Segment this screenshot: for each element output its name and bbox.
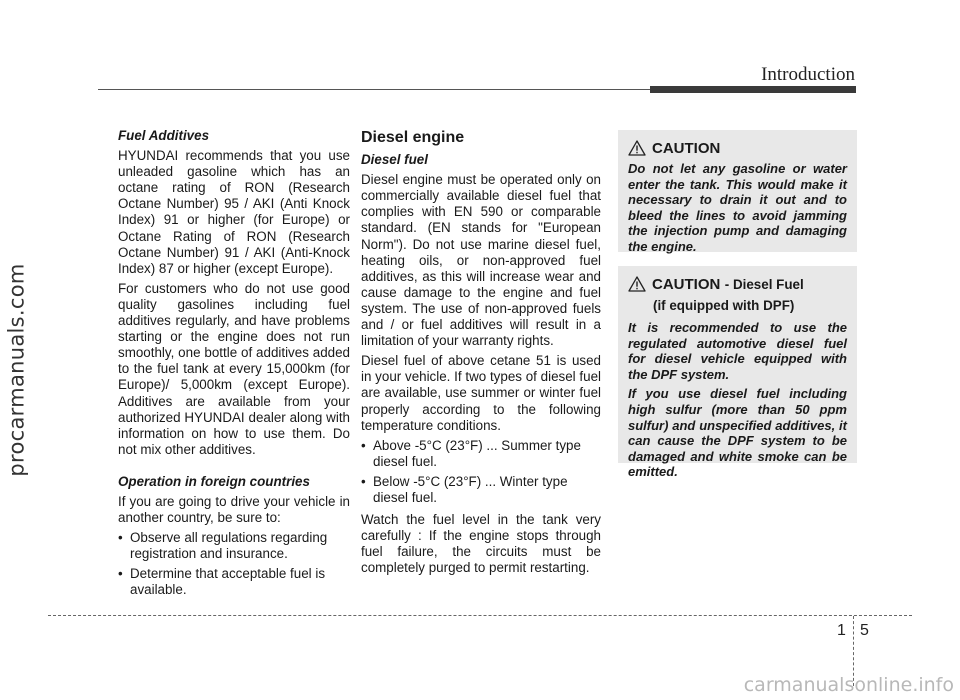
- caution-title: CAUTION: [652, 140, 721, 157]
- caution-text-1: It is recommended to use the regulated automotive diesel fuel for diesel vehicle equipped with the DPF system.: [628, 320, 847, 382]
- temperature-list: [361, 438, 601, 506]
- diesel-fuel-heading: Diesel fuel: [361, 152, 428, 168]
- page-number: 5: [860, 622, 869, 639]
- warning-triangle-icon: [628, 276, 646, 292]
- diesel-paragraph-3: Watch the fuel level in the tank very carefully : If the engine stops through fuel failure, the circuits must be completely purged to permit restarting.: [361, 512, 601, 576]
- caution-subtitle: - Diesel Fuel: [724, 277, 804, 292]
- header-bar: [650, 86, 856, 93]
- caution-header: [628, 140, 847, 157]
- caution-header: [628, 276, 847, 294]
- side-watermark: [2, 110, 32, 630]
- footer-rule: [48, 615, 912, 616]
- diesel-paragraph-2: Diesel fuel of above cetane 51 is used in your vehicle. If two types of diesel fuel are available, use summer or winter fuel properly according to the following temperature conditions.: [361, 353, 601, 433]
- fuel-additives-heading: Fuel Additives: [118, 128, 210, 143]
- caution-title: CAUTION: [652, 276, 721, 293]
- caution-box-fuel: [618, 130, 857, 252]
- diesel-paragraph-1: Diesel engine must be operated only on commercially available diesel fuel that complies with EN 590 or comparable standard. (EN stands for "European Norm"). Do not use marine diesel fuel, heating oils, or non-approved fuel additives, as this will increase wear and cause damage to the engine and fuel system. The use of non-approved fuels and / or fuel additives will result in a limitation of your warranty rights.: [361, 172, 601, 349]
- diesel-engine-heading: Diesel engine: [361, 129, 465, 146]
- side-watermark-text: procarmanuals.com: [5, 263, 29, 477]
- caution-box-dpf: [618, 266, 857, 480]
- foreign-countries-list: [118, 530, 350, 598]
- warning-triangle-icon: [628, 140, 646, 156]
- list-item: • Observe all regulations regarding registration and insurance.: [118, 530, 350, 562]
- chapter-number: 1: [837, 622, 846, 639]
- list-item: • Below -5°C (23°F) ... Winter type diesel fuel.: [361, 474, 601, 506]
- fuel-additives-paragraph-1: HYUNDAI recommends that you use unleaded gasoline which has an octane rating of RON (Research Octane Number) 95 / AKI (Anti Knock Index) 91 or higher (for Europe) or Octane Rating of RON (Research Octane Number) 91 / AKI (Anti-Knock Index) 87 or higher (except Europe).: [118, 148, 350, 276]
- caution-text: Do not let any gasoline or water enter the tank. This would make it necessary to drain it out and to bleed the lines to avoid jamming the injection pump and damaging the engine.: [628, 161, 847, 254]
- section-title: Introduction: [761, 64, 855, 85]
- caution-subtitle-2: (if equipped with DPF): [653, 298, 795, 313]
- bottom-watermark: carmanualsonline.info: [743, 674, 954, 696]
- left-column: [118, 128, 350, 605]
- caution-text-2: If you use diesel fuel including high sulfur (more than 50 ppm sulfur) and unspecified additives, it can cause the DPF system to be damaged and white smoke can be emitted.: [628, 386, 847, 480]
- middle-column: [361, 128, 601, 580]
- list-item: • Above -5°C (23°F) ... Summer type diesel fuel.: [361, 438, 601, 470]
- fuel-additives-paragraph-2: For customers who do not use good quality gasolines including fuel additives regularly, and have problems starting or the engine does not run smoothly, one bottle of additives added to the fuel tank at every 15,000km (for Europe)/ 5,000km (except Europe). Additives are available from your authorized HYUNDAI dealer along with information on how to use them. Do not mix other additives.: [118, 280, 350, 457]
- foreign-countries-heading: Operation in foreign countries: [118, 473, 310, 489]
- foreign-countries-intro: If you are going to drive your vehicle in another country, be sure to:: [118, 493, 350, 526]
- header-rule: [98, 89, 650, 90]
- list-item: • Determine that acceptable fuel is available.: [118, 566, 350, 598]
